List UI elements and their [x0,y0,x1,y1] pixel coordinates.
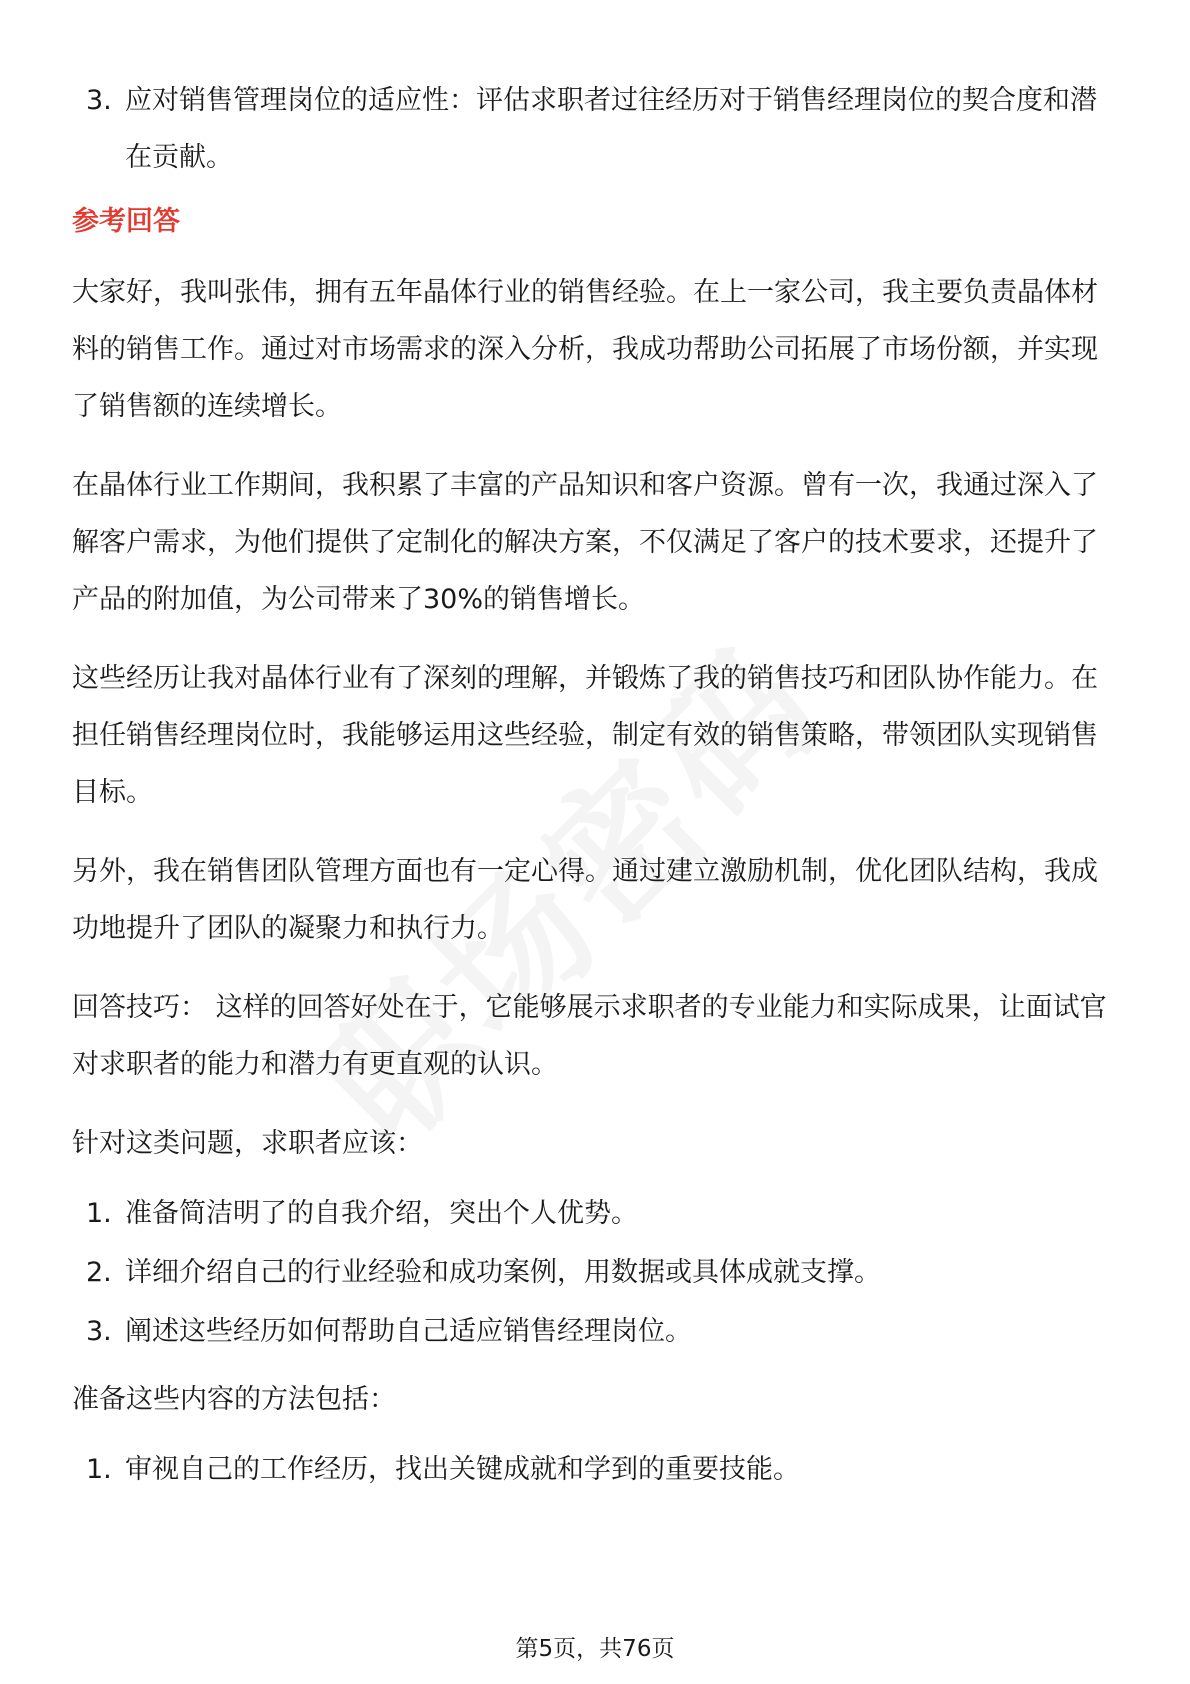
list-item [72,72,1122,186]
criteria-list [72,72,1122,186]
list-item [72,1253,1122,1293]
list-number: 1. [86,1454,112,1485]
section-heading: 参考回答 [72,206,180,237]
page-number-footer: 第5页，共76页 [515,1636,675,1662]
answer-paragraph-3: 这些经历让我对晶体行业有了深刻的理解，并锻炼了我的销售技巧和团队协作能力。在担任销售经理岗位时，我能够运用这些经验，制定有效的销售策略，带领团队实现销售目标。 [72,663,1098,808]
list-item [72,1450,1122,1490]
page-content [72,72,1122,1509]
list-number: 2. [86,1257,112,1288]
answer-paragraph-2: 在晶体行业工作期间，我积累了丰富的产品知识和客户资源。曾有一次，我通过深入了解客户需求，为他们提供了定制化的解决方案，不仅满足了客户的技术要求，还提升了产品的附加值，为公司带来了30%的销售增长。 [72,470,1098,615]
list-text: 准备简洁明了的自我介绍，突出个人优势。 [125,1198,638,1229]
answer-paragraph-4: 另外，我在销售团队管理方面也有一定心得。通过建立激励机制，优化团队结构，我成功地提升了团队的凝聚力和执行力。 [72,856,1098,944]
answer-tips-paragraph: 回答技巧： 这样的回答好处在于，它能够展示求职者的专业能力和实际成果，让面试官对求职者的能力和潜力有更直观的认识。 [72,992,1107,1080]
list-number: 1. [86,1198,112,1229]
list-number: 3. [86,1316,112,1347]
list-text: 审视自己的工作经历，找出关键成就和学到的重要技能。 [125,1454,800,1485]
list-item [72,1194,1122,1234]
methods-list [72,1450,1122,1490]
methods-intro-paragraph: 准备这些内容的方法包括： [72,1384,396,1415]
list-number: 3. [86,85,112,116]
list-text: 应对销售管理岗位的适应性：评估求职者过往经历对于销售经理岗位的契合度和潜在贡献。 [125,85,1097,173]
advice-list [72,1194,1122,1352]
list-text: 阐述这些经历如何帮助自己适应销售经理岗位。 [125,1316,692,1347]
list-text: 详细介绍自己的行业经验和成功案例，用数据或具体成就支撑。 [125,1257,881,1288]
answer-paragraph-1: 大家好，我叫张伟，拥有五年晶体行业的销售经验。在上一家公司，我主要负责晶体材料的销售工作。通过对市场需求的深入分析，我成功帮助公司拓展了市场份额，并实现了销售额的连续增长。 [72,277,1098,422]
advice-intro-paragraph: 针对这类问题，求职者应该： [72,1128,423,1159]
list-item [72,1312,1122,1352]
